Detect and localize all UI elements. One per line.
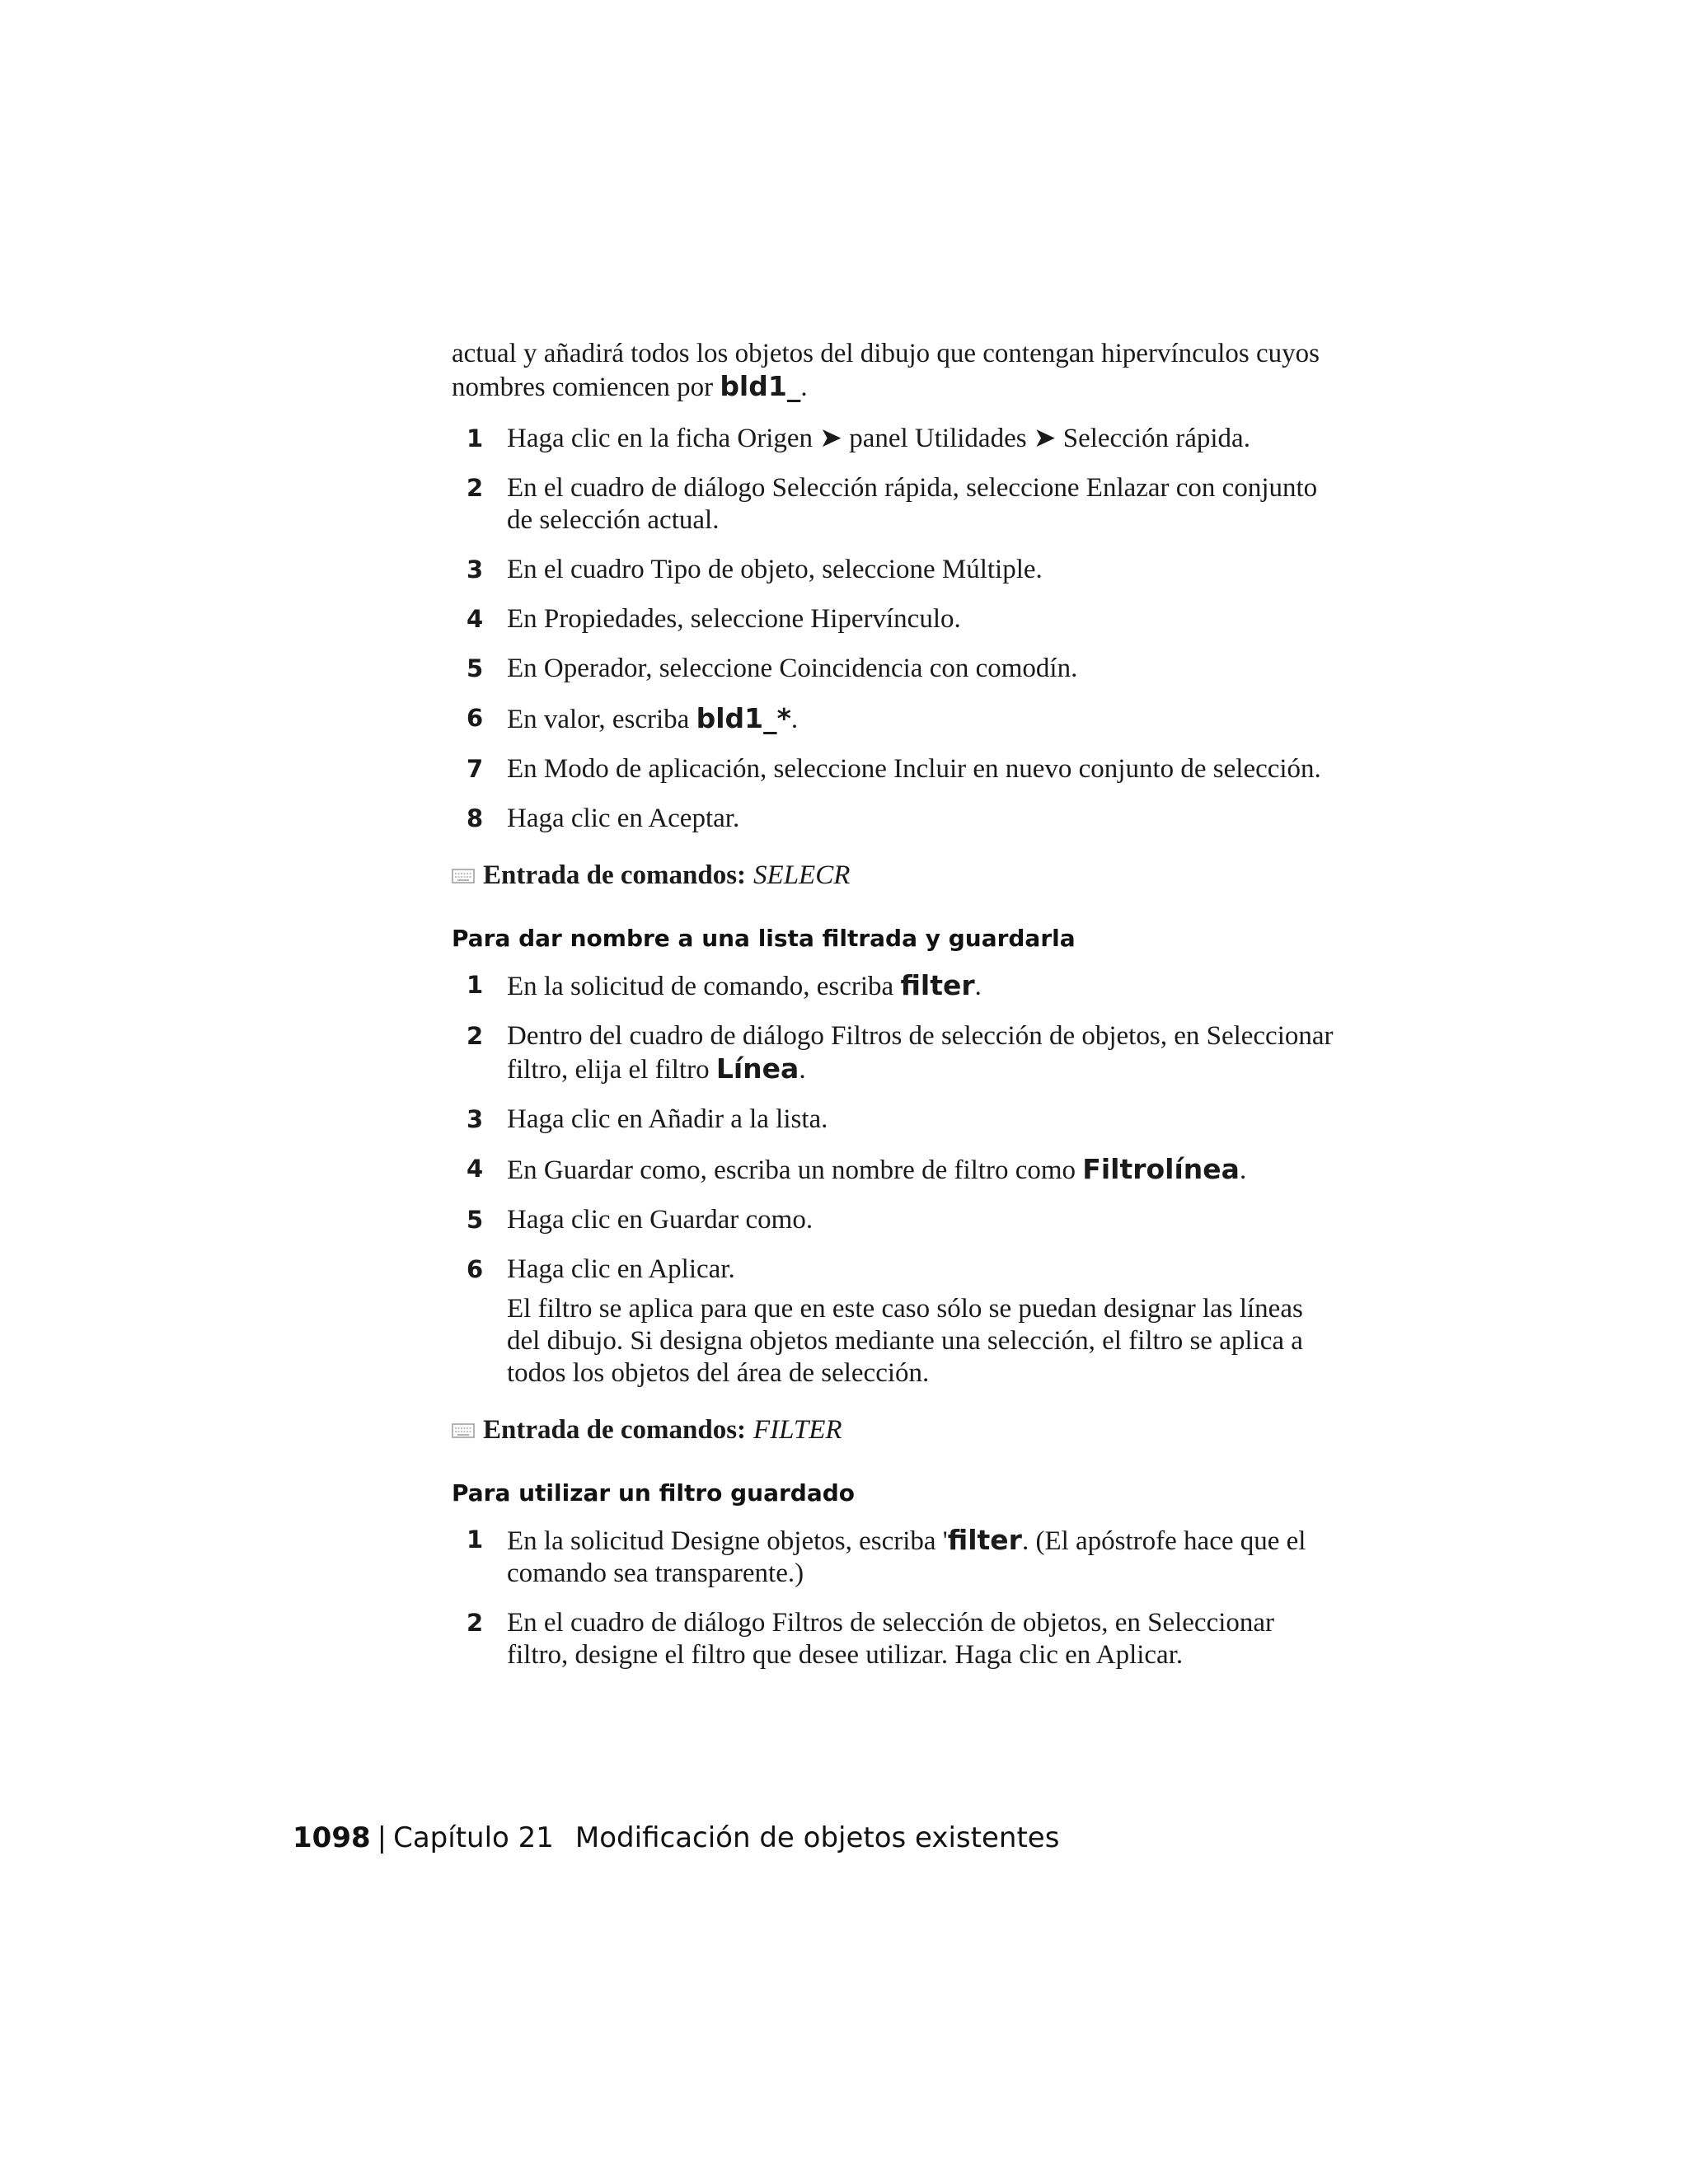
step-text: Haga clic en Aceptar. [507, 804, 740, 833]
intro-period: . [800, 373, 808, 402]
list-item [452, 1020, 1334, 1086]
step-number: 1 [467, 1526, 484, 1554]
step-text-end: . [790, 705, 799, 734]
command-value: SELECR [753, 860, 851, 890]
step-text: En valor, escriba [507, 705, 696, 734]
steps-list-3 [452, 1524, 1334, 1671]
step-text: En Propiedades, seleccione Hipervínculo. [507, 604, 961, 634]
list-item [452, 1524, 1334, 1590]
list-item [452, 472, 1334, 537]
intro-paragraph [452, 338, 1334, 404]
chapter-title: Modificación de objetos existentes [574, 1821, 1060, 1854]
step-text: Dentro del cuadro de diálogo Filtros de selección de objetos, en Seleccionar filtro, elija el filtro [507, 1021, 1334, 1085]
step-number: 6 [467, 1255, 484, 1283]
list-item [452, 1153, 1334, 1187]
step-text: En el cuadro de diálogo Selección rápida, seleccione Enlazar con conjunto de selección actual. [507, 473, 1318, 535]
command-label: Entrada de comandos: [483, 1415, 747, 1445]
step-number: 6 [467, 704, 484, 732]
keyboard-icon [452, 1422, 475, 1440]
step-code: Línea [715, 1052, 799, 1085]
step-code: filter [947, 1524, 1022, 1556]
step-text: En la solicitud de comando, escriba [507, 972, 901, 1001]
step-text-end: . (El apóstrofe hace que el comando sea transparente.) [507, 1526, 1306, 1588]
step-code: Filtrolínea [1082, 1153, 1240, 1185]
step-number: 1 [467, 424, 484, 452]
list-item [452, 423, 1334, 455]
intro-code: bld1_ [720, 370, 801, 402]
intro-text: actual y añadirá todos los objetos del dibujo que contengan hipervínculos cuyos nombres comiencen por [452, 339, 1320, 402]
step-number: 8 [467, 804, 484, 832]
command-entry [452, 860, 1334, 892]
steps-list-1 [452, 423, 1334, 835]
command-entry [452, 1414, 1334, 1446]
step-text-end: . [974, 972, 982, 1001]
list-item [452, 803, 1334, 835]
page-content [452, 338, 1334, 1689]
keyboard-icon [452, 867, 475, 885]
procedure-heading: Para utilizar un filtro guardado [452, 1479, 856, 1507]
step-text: En Modo de aplicación, seleccione Incluir en nuevo conjunto de selección. [507, 754, 1321, 784]
page-footer [293, 1821, 1059, 1854]
step-number: 2 [467, 1609, 484, 1637]
step-note: El filtro se aplica para que en este caso sólo se puedan designar las líneas del dibujo. Si designa objetos mediante una selección, el filtro se aplica a todos los objetos del área de selección. [507, 1294, 1303, 1388]
list-item [452, 653, 1334, 685]
page-number: 1098 [293, 1821, 371, 1854]
step-text: En Guardar como, escriba un nombre de filtro como [507, 1155, 1083, 1185]
list-item [452, 969, 1334, 1003]
command-value: FILTER [753, 1415, 842, 1445]
step-code: bld1_* [696, 702, 791, 734]
step-text: En Operador, seleccione Coincidencia con comodín. [507, 654, 1078, 683]
step-number: 2 [467, 1022, 484, 1050]
chapter-label: Capítulo 21 [393, 1821, 554, 1854]
command-label: Entrada de comandos: [483, 860, 747, 890]
step-text: Haga clic en Guardar como. [507, 1205, 814, 1235]
step-number: 3 [467, 1105, 484, 1133]
steps-list-2 [452, 969, 1334, 1390]
step-number: 1 [467, 971, 484, 999]
list-item [452, 1104, 1334, 1136]
list-item [452, 1607, 1334, 1671]
step-text-end: . [1239, 1155, 1247, 1185]
list-item [452, 1204, 1334, 1236]
step-number: 3 [467, 555, 484, 583]
procedure-heading: Para dar nombre a una lista filtrada y guardarla [452, 925, 1076, 952]
step-code: filter [900, 969, 975, 1001]
step-text-end: . [799, 1055, 806, 1085]
list-item [452, 1254, 1334, 1390]
list-item [452, 603, 1334, 635]
step-number: 5 [467, 1206, 484, 1234]
step-number: 5 [467, 654, 484, 682]
step-number: 7 [467, 755, 484, 783]
list-item [452, 554, 1334, 586]
step-text: Haga clic en la ficha Origen ➤ panel Utilidades ➤ Selección rápida. [507, 424, 1250, 453]
step-text: Haga clic en Aplicar. [507, 1254, 735, 1284]
list-item [452, 702, 1334, 736]
list-item [452, 753, 1334, 785]
step-text: En el cuadro Tipo de objeto, seleccione Múltiple. [507, 555, 1043, 584]
step-number: 4 [467, 1155, 484, 1183]
step-text: Haga clic en Añadir a la lista. [507, 1104, 828, 1134]
step-text: En el cuadro de diálogo Filtros de selección de objetos, en Seleccionar filtro, designe el filtro que desee utilizar. Haga clic en Aplicar. [507, 1608, 1275, 1670]
step-number: 2 [467, 474, 484, 502]
step-text: En la solicitud Designe objetos, escriba ' [507, 1526, 948, 1556]
step-number: 4 [467, 605, 484, 633]
footer-separator: | [377, 1821, 387, 1854]
